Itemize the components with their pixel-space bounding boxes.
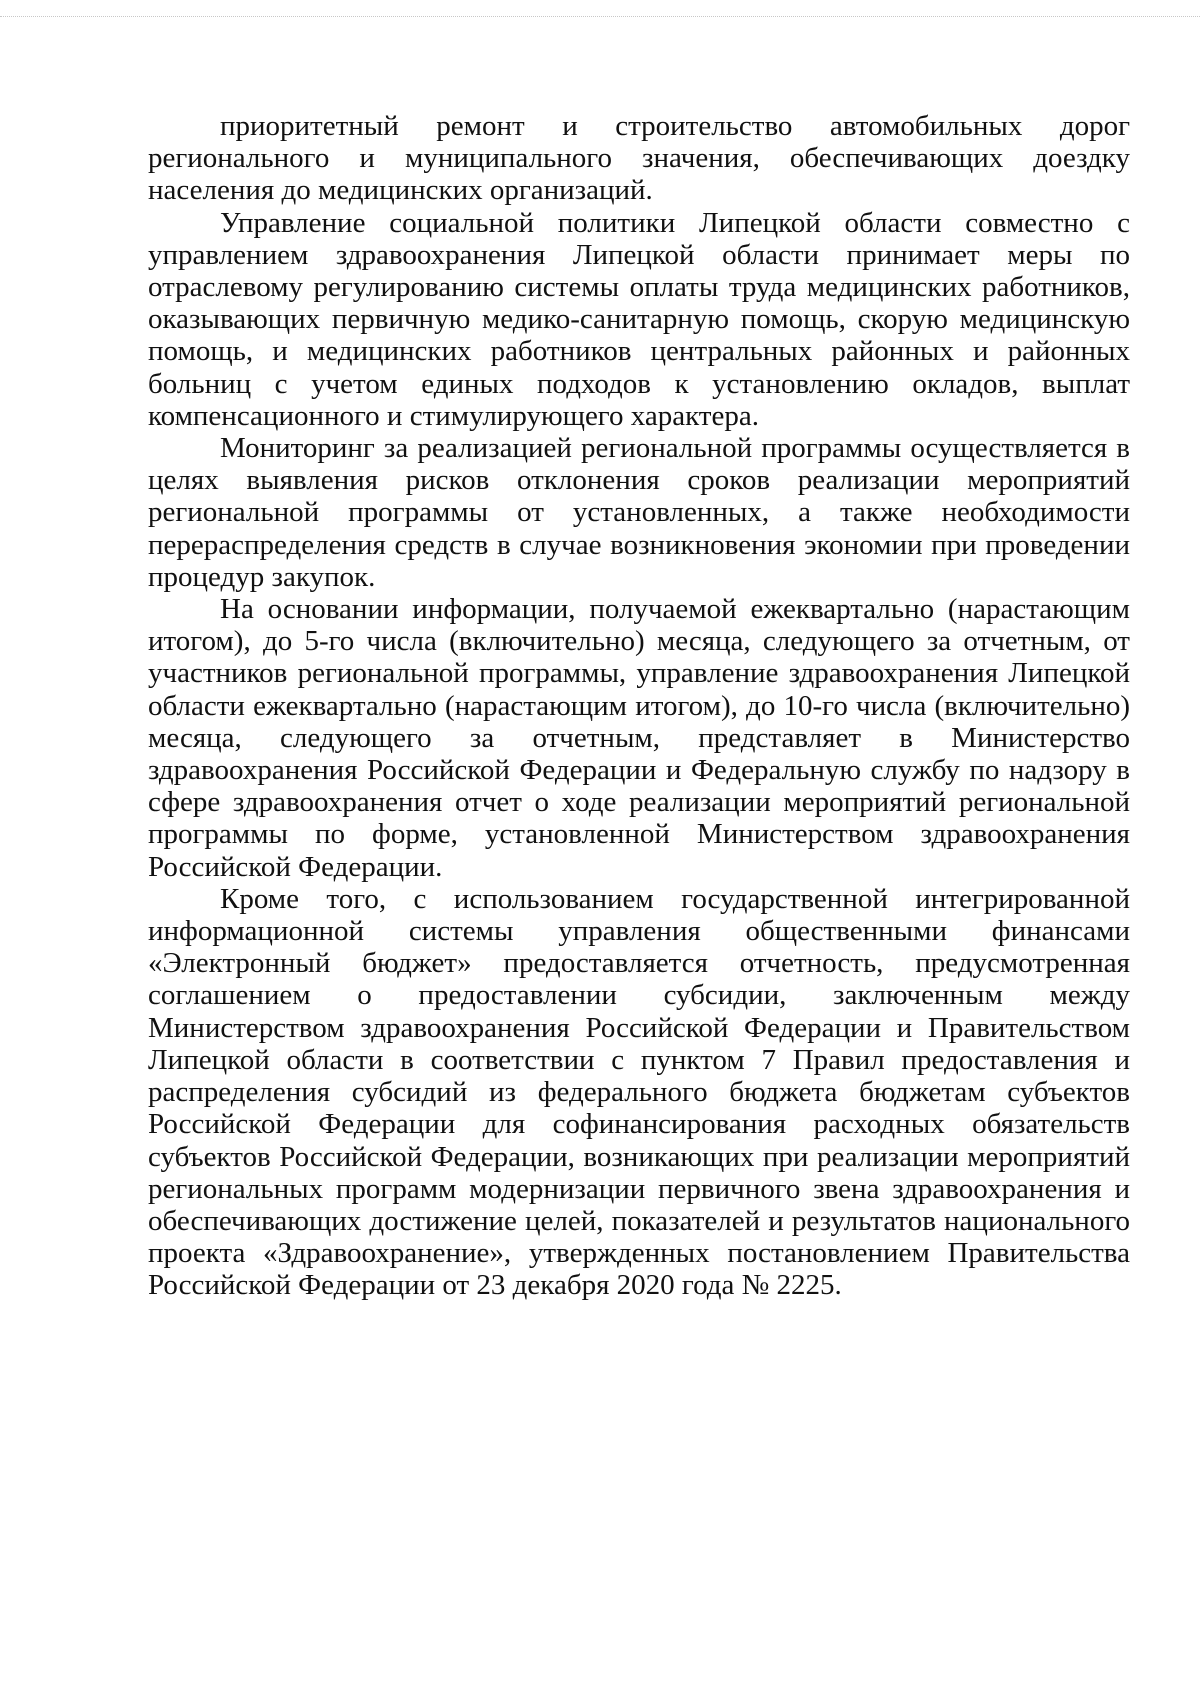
paragraph-monitoring: Мониторинг за реализацией региональной программы осуществляется в целях выявления рисков отклонения сроков реализации мероприятий региональной программы от установленных, а также необходимости перераспределения средств в случае возникновения экономии при проведении процедур закупок. bbox=[148, 432, 1130, 593]
paragraph-electronic-budget: Кроме того, с использованием государственной интегрированной информационной системы управления общественными финансами «Электронный бюджет» предоставляется отчетность, предусмотренная соглашением о предоставлении субсидии, заключенным между Министерством здравоохранения Российской Федерации и Правительством Липецкой области в соответствии с пунктом 7 Правил предоставления и распределения субсидий из федерального бюджета бюджетам субъектов Российской Федерации для софинансирования расходных обязательств субъектов Российской Федерации, возникающих при реализации мероприятий региональных программ модернизации первичного звена здравоохранения и обеспечивающих достижение целей, показателей и результатов национального проекта «Здравоохранение», утвержденных постановлением Правительства Российской Федерации от 23 декабря 2020 года № 2225. bbox=[148, 882, 1130, 1302]
document-body bbox=[148, 110, 1130, 1302]
paragraph-road-construction: приоритетный ремонт и строительство автомобильных дорог регионального и муниципального значения, обеспечивающих доездку населения до медицинских организаций. bbox=[148, 110, 1130, 207]
page-top-edge bbox=[0, 16, 1200, 17]
paragraph-wage-regulation: Управление социальной политики Липецкой области совместно с управлением здравоохранения Липецкой области принимает меры по отраслевому регулированию системы оплаты труда медицинских работников, оказывающих первичную медико-санитарную помощь, скорую медицинскую помощь, и медицинских работников центральных районных и районных больниц с учетом единых подходов к установлению окладов, выплат компенсационного и стимулирующего характера. bbox=[148, 206, 1130, 432]
paragraph-quarterly-reporting: На основании информации, получаемой ежеквартально (нарастающим итогом), до 5-го числа (включительно) месяца, следующего за отчетным, от участников региональной программы, управление здравоохранения Липецкой области ежеквартально (нарастающим итогом), до 10-го числа (включительно) месяца, следующего за отчетным, представляет в Министерство здравоохранения Российской Федерации и Федеральную службу по надзору в сфере здравоохранения отчет о ходе реализации мероприятий региональной программы по форме, установленной Министерством здравоохранения Российской Федерации. bbox=[148, 593, 1130, 883]
